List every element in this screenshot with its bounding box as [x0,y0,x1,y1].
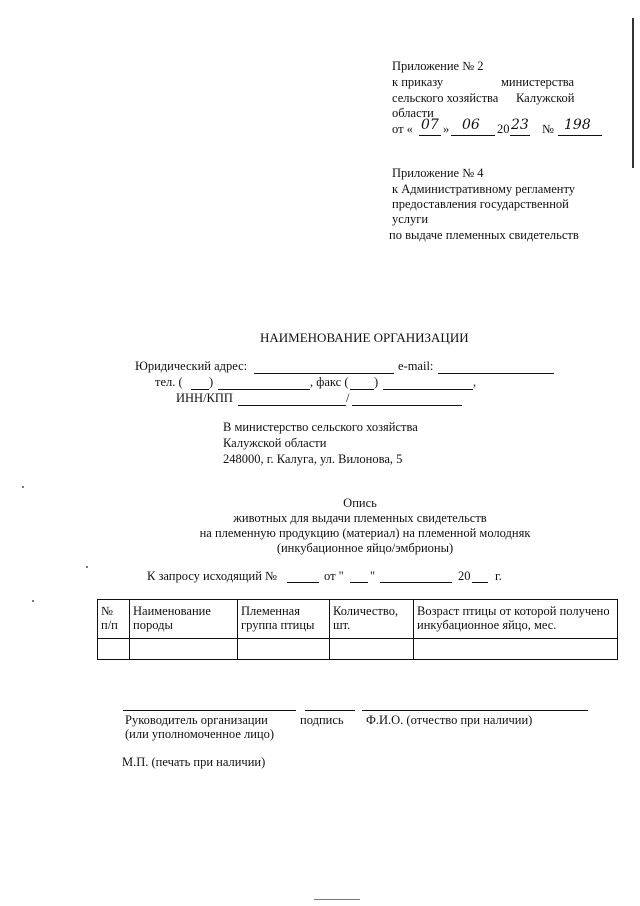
table-row [98,639,618,660]
regulation-line2: к Административному регламенту [392,182,576,196]
scan-speck [86,566,88,568]
fio-label: Ф.И.О. (отчество при наличии) [366,713,533,727]
regulation-line3: предоставления государственной [392,197,569,211]
header-cell-quantity: Количество, шт. [330,600,414,639]
order-date-year: 23 [511,117,529,133]
doc-title-line2: животных для выдачи племенных свидетельств [233,511,487,525]
fax-close: ) [374,375,379,389]
order-date-month: 06 [462,117,480,133]
phone-number-blank [218,389,310,390]
fax-comma: , [473,375,477,389]
recipient-line1: В министерство сельского хозяйства [223,420,418,434]
head-signature-blank [123,710,296,711]
order-appendix-line2-left: к приказу [392,75,444,89]
order-date-prefix: от « [392,122,413,136]
header-cell-number: № п/п [98,600,130,639]
inventory-table [97,599,618,660]
table-cell [130,639,238,660]
order-appendix-line3-left: сельского хозяйства [392,91,499,105]
fax-code-blank [350,389,374,390]
request-year-prefix: 20 [458,569,471,583]
header-cell-age: Возраст птицы от которой получено инкубационное яйцо, мес. [414,600,618,639]
inn-blank [238,405,346,406]
order-date-year-prefix: 20 [497,122,510,136]
head-label: Руководитель организации [125,713,268,727]
phone-label: тел. ( [155,375,183,389]
request-quote-close: " [370,569,376,583]
request-month-blank [380,582,452,583]
order-number: 198 [564,117,591,133]
table-cell [414,639,618,660]
recipient-line2: Калужской области [223,436,327,450]
table-cell [238,639,330,660]
scan-edge-artifact [632,18,634,168]
scan-speck [32,600,34,602]
address-label: Юридический адрес: [135,359,248,373]
inn-sep: / [346,391,350,405]
doc-title-line4: (инкубационное яйцо/эмбрионы) [276,541,454,555]
request-year-suffix: г. [495,569,502,583]
phone-code-blank [191,389,209,390]
order-year-underline [510,135,530,136]
order-appendix-line2-right: министерства [501,75,575,89]
org-name-heading: НАИМЕНОВАНИЕ ОРГАНИЗАЦИИ [260,330,469,345]
request-number-blank [287,582,319,583]
sign-blank [305,710,355,711]
order-date-day: 07 [421,117,439,133]
email-label: e-mail: [398,359,434,373]
kpp-blank [352,405,462,406]
request-label: К запросу исходящий № [147,569,277,583]
fax-number-blank [383,389,473,390]
order-month-underline [451,135,495,136]
fio-blank [362,710,588,711]
head-label-2: (или уполномоченное лицо) [125,727,275,741]
inn-label: ИНН/КПП [176,391,233,405]
order-number-underline [558,135,602,136]
scan-speck [22,486,24,488]
order-appendix-line1: Приложение № 2 [392,59,484,73]
order-date-sep: » [443,122,450,136]
header-cell-group: Племенная группа птицы [238,600,330,639]
regulation-line5: по выдаче племенных свидетельств [389,228,579,242]
request-year-blank [472,582,488,583]
stamp-label: М.П. (печать при наличии) [122,755,266,769]
sign-label: подпись [300,713,344,727]
header-cell-breed: Наименование породы [130,600,238,639]
table-cell [98,639,130,660]
order-appendix-line3-right: Калужской [516,91,575,105]
request-day-blank [350,582,368,583]
address-blank [254,373,394,374]
regulation-line1: Приложение № 4 [392,166,484,180]
table-cell [330,639,414,660]
scan-bottom-mark [314,899,360,900]
email-blank [438,373,554,374]
regulation-line4: услуги [392,212,429,226]
order-number-sign: № [542,122,554,136]
phone-close: ) [209,375,214,389]
order-appendix-line4: области [392,106,434,120]
doc-title-line3: на племенную продукцию (материал) на племенной молодняк [199,526,531,540]
order-day-underline [419,135,441,136]
doc-title-line1: Опись [343,496,377,510]
recipient-line3: 248000, г. Калуга, ул. Вилонова, 5 [223,452,403,466]
fax-label: , факс ( [310,375,349,389]
table-header-row [98,600,618,639]
request-from: от " [324,569,344,583]
